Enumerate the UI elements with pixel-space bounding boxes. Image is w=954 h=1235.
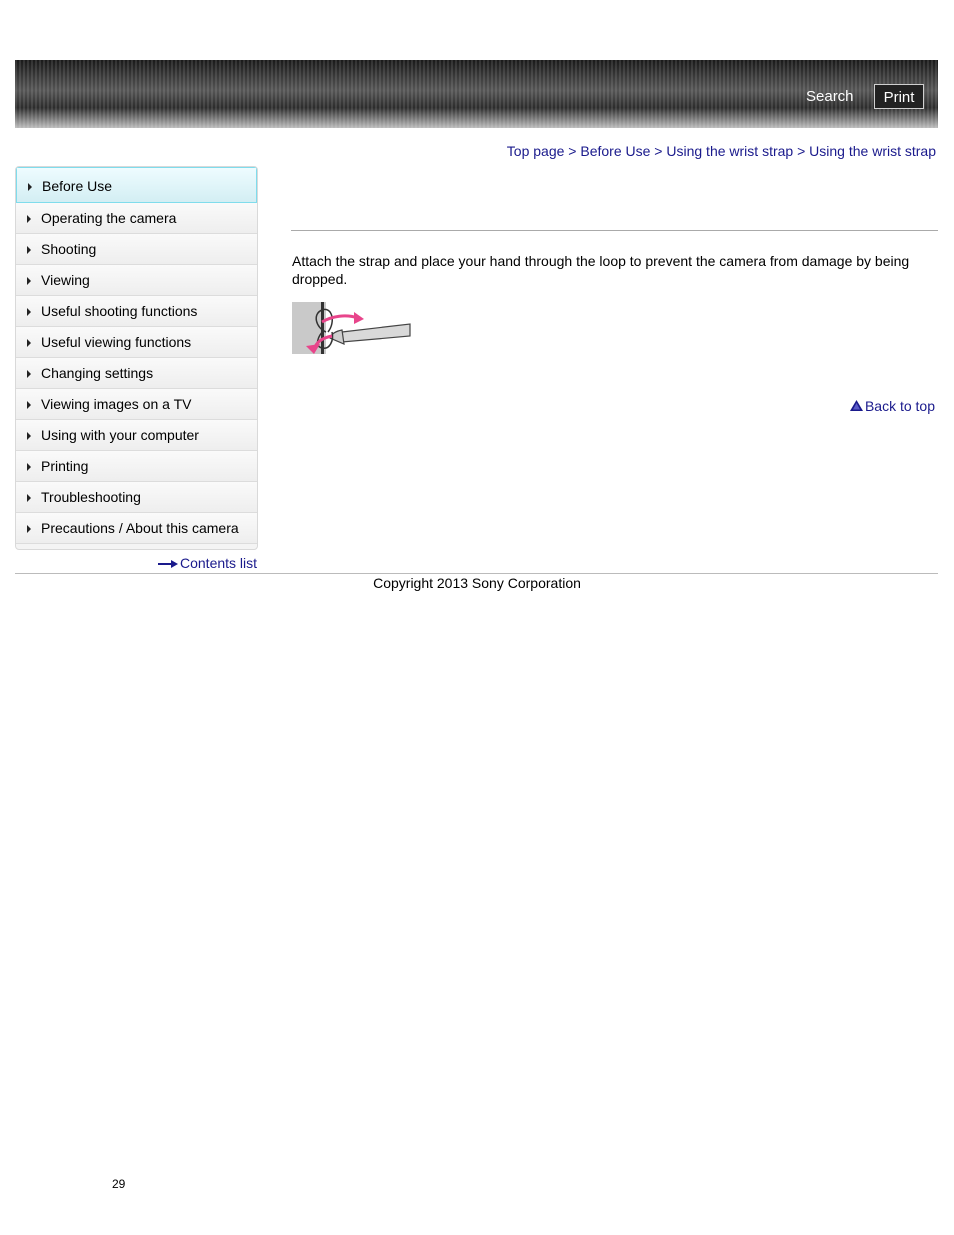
breadcrumb-link-wrist-strap-section[interactable]: Using the wrist strap: [666, 143, 794, 159]
sidebar-item-printing[interactable]: [16, 451, 257, 482]
content-divider: [291, 230, 938, 231]
sidebar-item-useful-viewing-functions[interactable]: [16, 327, 257, 358]
back-to-top-label: Back to top: [864, 398, 935, 414]
contents-list-label: Contents list: [180, 555, 258, 571]
sidebar-item-label: Operating the camera: [41, 210, 177, 226]
sidebar-item-label: Shooting: [41, 241, 97, 257]
triangle-right-icon: [27, 215, 31, 223]
sidebar-item-label: Useful viewing functions: [41, 334, 192, 350]
sidebar-item-label: Before Use: [42, 178, 113, 194]
sidebar-item-label: Troubleshooting: [41, 489, 141, 505]
triangle-right-icon: [27, 494, 31, 502]
sidebar-item-operating-the-camera[interactable]: [16, 203, 257, 234]
breadcrumb-link-wrist-strap-page[interactable]: Using the wrist strap: [809, 143, 936, 159]
body-paragraph: Attach the strap and place your hand through the loop to prevent the camera from damage by being dropped.: [292, 253, 910, 287]
triangle-right-icon: [27, 432, 31, 440]
sidebar-item-label: Useful shooting functions: [41, 303, 198, 319]
sidebar-item-label: Printing: [41, 458, 89, 474]
back-to-top-link[interactable]: [850, 398, 935, 414]
triangle-right-icon: [27, 339, 31, 347]
sidebar-nav: [15, 166, 258, 550]
breadcrumb-link-top-page[interactable]: Top page: [506, 143, 565, 159]
triangle-right-icon: [27, 277, 31, 285]
triangle-right-icon: [28, 183, 32, 191]
footer-divider: [15, 573, 938, 574]
triangle-up-icon: [850, 400, 863, 411]
sidebar-item-changing-settings[interactable]: [16, 358, 257, 389]
triangle-right-icon: [27, 370, 31, 378]
page-number: 29: [112, 1177, 126, 1191]
sidebar-item-troubleshooting[interactable]: [16, 482, 257, 513]
triangle-right-icon: [27, 246, 31, 254]
triangle-right-icon: [27, 401, 31, 409]
wrist-strap-illustration: [292, 302, 412, 354]
triangle-right-icon: [27, 463, 31, 471]
sidebar-item-label: Changing settings: [41, 365, 154, 381]
sidebar-item-before-use[interactable]: [16, 167, 257, 203]
sidebar-item-viewing[interactable]: [16, 265, 257, 296]
sidebar-item-using-with-computer[interactable]: [16, 420, 257, 451]
sidebar-item-viewing-images-on-tv[interactable]: [16, 389, 257, 420]
header-bar: [15, 60, 938, 128]
breadcrumb-separator: >: [568, 143, 577, 159]
breadcrumb: [507, 143, 936, 159]
sidebar-item-label: Viewing: [41, 272, 90, 288]
contents-list-link[interactable]: [158, 555, 257, 571]
sidebar-item-useful-shooting-functions[interactable]: [16, 296, 257, 327]
sidebar-item-label: Using with your computer: [41, 427, 199, 443]
arrow-right-icon: [158, 560, 178, 568]
breadcrumb-link-before-use[interactable]: Before Use: [580, 143, 651, 159]
sidebar-item-shooting[interactable]: [16, 234, 257, 265]
print-button[interactable]: Print: [874, 84, 924, 109]
breadcrumb-separator: >: [797, 143, 806, 159]
sidebar-item-precautions[interactable]: [16, 513, 257, 544]
triangle-right-icon: [27, 525, 31, 533]
search-link[interactable]: Search: [806, 88, 854, 105]
copyright-text: Copyright 2013 Sony Corporation: [373, 575, 581, 591]
sidebar-item-label: Precautions / About this camera: [41, 520, 239, 536]
triangle-right-icon: [27, 308, 31, 316]
sidebar-item-label: Viewing images on a TV: [41, 396, 192, 412]
breadcrumb-separator: >: [654, 143, 663, 159]
